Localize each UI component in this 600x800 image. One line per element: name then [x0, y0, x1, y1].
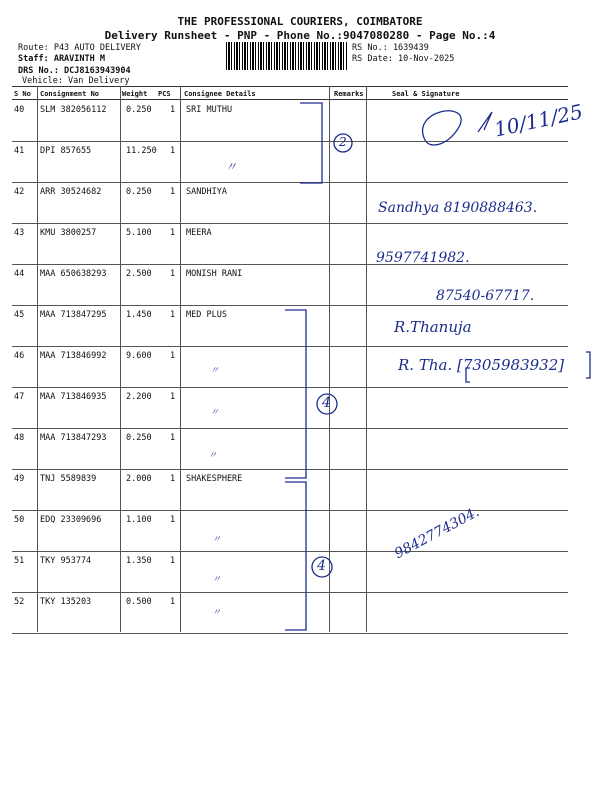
signature-phone-44a: 9597741982. [376, 250, 470, 266]
row-pcs: 1 [170, 392, 176, 402]
runsheet-subtitle: Delivery Runsheet - PNP - Phone No.:9047080280 - Page No.:4 [104, 29, 496, 42]
row-pcs: 1 [170, 187, 176, 197]
company-title: THE PROFESSIONAL COURIERS, COIMBATORE [177, 15, 423, 28]
col-header-consignee: Consignee Details [184, 90, 256, 98]
row-consignment-no: KMU 3800257 [40, 228, 97, 238]
signature-phone-50: 9842774304. [392, 504, 483, 563]
ditto-mark: 〃 [208, 451, 218, 461]
row-pcs: 1 [170, 228, 176, 238]
bracket-rows-49-52 [285, 482, 306, 630]
col-header-signature: Seal & Signature [392, 90, 460, 98]
row-sno: 51 [14, 556, 25, 566]
row-consignment-no: SLM 382056112 [40, 105, 107, 115]
row-weight: 0.250 [126, 433, 152, 443]
rs-number: RS No.: 1639439 [352, 43, 429, 53]
row-weight: 2.200 [126, 392, 152, 402]
remark-circle-4: 4 [322, 395, 331, 411]
row-consignee: MEERA [186, 228, 212, 238]
row-sno: 40 [14, 105, 25, 115]
row-pcs: 1 [170, 474, 176, 484]
row-consignee: MED PLUS [186, 310, 227, 320]
col-header-weight: Weight [122, 90, 148, 98]
bracket-rows-45-48 [285, 310, 306, 478]
staff-text: Staff: ARAVINTH M [18, 54, 105, 64]
rs-date: RS Date: 10-Nov-2025 [352, 54, 455, 64]
col-header-sno: S No [14, 90, 31, 98]
row-pcs: 1 [170, 597, 176, 607]
signature-date: 10/11/25 [492, 99, 585, 142]
row-weight: 0.250 [126, 105, 152, 115]
row-weight: 5.100 [126, 228, 152, 238]
col-header-remarks: Remarks [334, 90, 364, 98]
signature-40-mark [423, 111, 462, 145]
row-consignment-no: MAA 713846935 [40, 392, 107, 402]
ditto-mark: 〃 [210, 366, 220, 376]
drs-number: DRS No.: DCJ8163943904 [18, 66, 131, 76]
route-text: Route: P43 AUTO DELIVERY [18, 43, 141, 53]
row-consignee: SRI MUTHU [186, 105, 233, 115]
row-weight: 1.100 [126, 515, 152, 525]
ditto-mark: 〃 [212, 575, 222, 585]
row-consignment-no: MAA 713847295 [40, 310, 107, 320]
row-consignment-no: MAA 713847293 [40, 433, 107, 443]
row-consignment-no: TKY 953774 [40, 556, 92, 566]
row-sno: 43 [14, 228, 25, 238]
row-consignment-no: TKY 135203 [40, 597, 92, 607]
row-weight: 9.600 [126, 351, 152, 361]
row-pcs: 1 [170, 556, 176, 566]
ditto-mark: 〃 [210, 408, 220, 418]
row-pcs: 1 [170, 105, 176, 115]
row-sno: 46 [14, 351, 25, 361]
row-weight: 11.250 [126, 146, 157, 156]
col-header-pcs: PCS [158, 90, 171, 98]
row-sno: 47 [14, 392, 25, 402]
row-sno: 48 [14, 433, 25, 443]
signature-thanuja: R.Thanuja [394, 318, 472, 336]
row-sno: 42 [14, 187, 25, 197]
row-consignment-no: MAA 650638293 [40, 269, 107, 279]
row-sno: 49 [14, 474, 25, 484]
row-pcs: 1 [170, 146, 176, 156]
row-consignment-no: TNJ 5589839 [40, 474, 97, 484]
row-sno: 41 [14, 146, 25, 156]
row-consignment-no: DPI 857655 [40, 146, 92, 156]
row-weight: 1.450 [126, 310, 152, 320]
ditto-mark: 〃 [212, 608, 222, 618]
row-consignee: MONISH RANI [186, 269, 243, 279]
row-sno: 45 [14, 310, 25, 320]
row-consignee: SANDHIYA [186, 187, 227, 197]
row-pcs: 1 [170, 310, 176, 320]
signature-phone-44b: 87540-67717. [436, 288, 535, 304]
row-weight: 0.250 [126, 187, 152, 197]
ditto-mark: 〃 [225, 160, 238, 174]
signature-48-mark [478, 112, 492, 132]
row-weight: 2.500 [126, 269, 152, 279]
row-weight: 2.000 [126, 474, 152, 484]
row-pcs: 1 [170, 269, 176, 279]
row-pcs: 1 [170, 433, 176, 443]
vehicle-text: Vehicle: Van Delivery [22, 76, 130, 86]
row-sno: 44 [14, 269, 25, 279]
ditto-mark: 〃 [212, 535, 222, 545]
row-sno: 50 [14, 515, 25, 525]
row-consignee: SHAKESPHERE [186, 474, 243, 484]
remark-circle-2: 2 [339, 135, 347, 149]
bracket-rows-40-41 [300, 103, 322, 183]
signature-sandhya: Sandhya 8190888463. [378, 200, 538, 216]
signature-tha-phone: R. Tha. [7305983932] [398, 356, 565, 374]
row-pcs: 1 [170, 351, 176, 361]
row-consignment-no: ARR 30524682 [40, 187, 102, 197]
row-sno: 52 [14, 597, 25, 607]
col-header-consignment: Consignment No [40, 90, 100, 98]
row-weight: 1.350 [126, 556, 152, 566]
remark-circle-4: 4 [317, 558, 326, 574]
row-weight: 0.500 [126, 597, 152, 607]
row-consignment-no: MAA 713846992 [40, 351, 107, 361]
row-consignment-no: EDQ 23309696 [40, 515, 102, 525]
row-pcs: 1 [170, 515, 176, 525]
